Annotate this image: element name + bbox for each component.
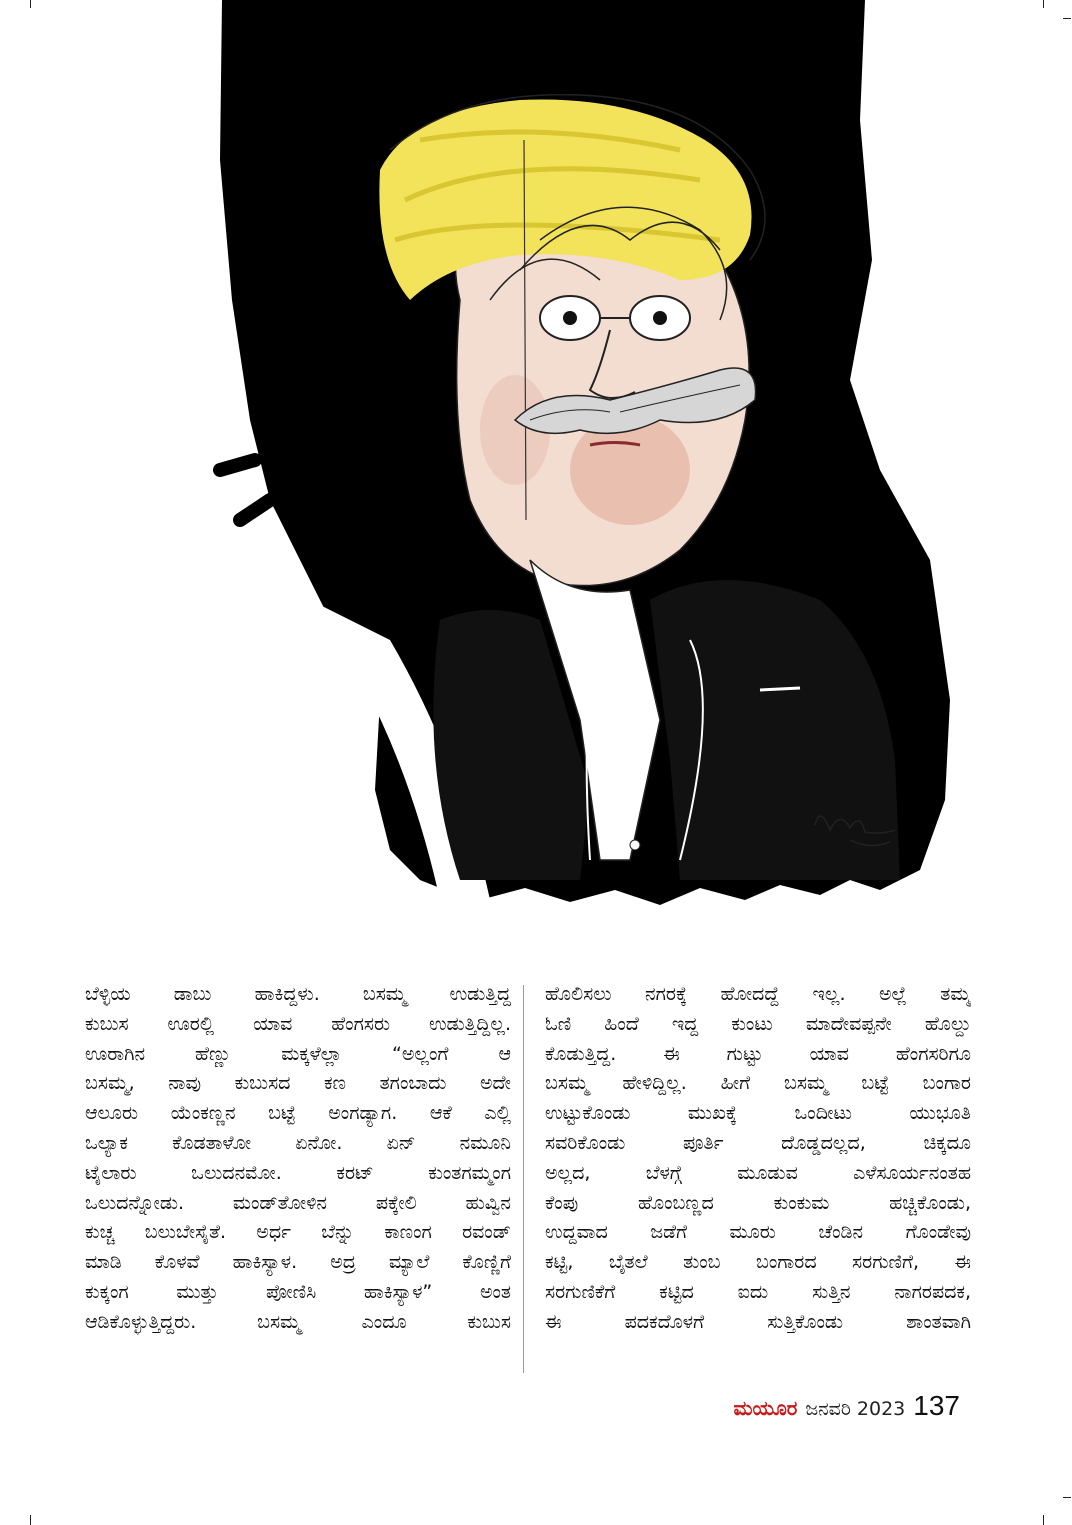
text-line: ಈ ಪದಕದೊಳಗೆ ಸುತ್ತಿಕೊಂಡು ಶಾಂತವಾಗಿ bbox=[545, 1310, 971, 1333]
crop-mark-right-lower bbox=[1063, 1497, 1071, 1498]
text-line: ಉಟ್ಟುಕೊಂಡು ಮುಖಕ್ಕೆ ಒಂದೀಟು ಯುಭೂತಿ bbox=[545, 1102, 971, 1125]
text-line: ಉದ್ದವಾದ ಜಡೆಗೆ ಮೂರು ಚೆಂಡಿನ ಗೊಂಡೇವು bbox=[545, 1221, 971, 1244]
text-line: ಕೊಡುತ್ತಿದ್ದ. ಈ ಗುಟ್ಟು ಯಾವ ಹೆಂಗಸರಿಗೂ bbox=[545, 1042, 971, 1065]
text-line: ಊರಾಗಿನ ಹೆಣ್ಣು ಮಕ್ಕಳೆಲ್ಲಾ “ಅಲ್ಲಂಗೆ ಆ bbox=[85, 1042, 511, 1065]
text-line: ಕುಚ್ಚ ಬಲುಬೇಸೈತೆ. ಅರ್ಧ ಬೆನ್ನು ಕಾಣಂಗ ರವಂಡ್ bbox=[85, 1221, 511, 1244]
text-line: ಕುಬುಸ ಊರಲ್ಲಿ ಯಾವ ಹೆಂಗಸರು ಉಡುತ್ತಿದ್ದಿಲ್ಲ. bbox=[85, 1012, 511, 1035]
text-line: ಓಣಿ ಹಿಂದೆ ಇದ್ದ ಕುಂಟು ಮಾದೇವಪ್ಪನೇ ಹೊಲ್ದು bbox=[545, 1012, 971, 1035]
text-line: ಆಲೂರು ಯೆಂಕಣ್ಣನ ಬಟ್ಟೆ ಅಂಗಡ್ಯಾಗ. ಆಕೆ ಎಲ್ಲಿ bbox=[85, 1102, 511, 1125]
text-line: ಕಟ್ಟಿ, ಬೈತಲೆ ತುಂಬ ಬಂಗಾರದ ಸರಗುಣಿಗೆ, ಈ bbox=[545, 1251, 971, 1274]
crop-mark-right-upper bbox=[1063, 18, 1071, 19]
crop-mark-top-left bbox=[30, 0, 31, 8]
page-number: 137 bbox=[913, 1390, 960, 1421]
page-footer bbox=[734, 1390, 960, 1422]
article-column-right bbox=[545, 980, 971, 1338]
text-line: ಟೈಲಾರು ಒಲುದನಮೋ. ಕರಟ್ ಕುಂತಗಮ್ಮಂಗ bbox=[85, 1161, 511, 1184]
text-line: ಕೆಂಪು ಹೊಂಬಣ್ಣದ ಕುಂಕುಮ ಹಚ್ಚಿಕೊಂಡು, bbox=[545, 1191, 971, 1214]
text-line: ಆಡಿಕೊಳ್ಳುತ್ತಿದ್ದರು. ಬಸಮ್ಮ ಎಂದೂ ಕುಬುಸ bbox=[85, 1310, 511, 1333]
text-line: ಸವರಿಕೊಂಡು ಪೂರ್ತಿ ದೊಡ್ಡದಲ್ಲದ, ಚಿಕ್ಕದೂ bbox=[545, 1131, 971, 1154]
text-line: ಬಸಮ್ಮ, ನಾವು ಕುಬುಸದ ಕಣ ತಗಂಬಾದು ಅದೇ bbox=[85, 1072, 511, 1095]
crop-mark-bottom-left bbox=[30, 1515, 31, 1525]
magazine-name: ಮಯೂರ bbox=[733, 1396, 798, 1420]
text-line: ಕುಕ್ಕಂಗ ಮುತ್ತು ಪೋಣಿಸಿ ಹಾಕಿಸ್ಯಾಳ” ಅಂತ bbox=[85, 1280, 511, 1303]
text-line: ಸರಗುಣಿಕೆಗೆ ಕಟ್ಟಿದ ಐದು ಸುತ್ತಿನ ನಾಗರಪದಕ, bbox=[545, 1280, 971, 1303]
text-line: ಮಾಡಿ ಕೊಳವೆ ಹಾಕಿಸ್ಯಾಳ. ಅದ್ರ ಮ್ಯಾಲೆ ಕೊಣ್ಣಿಗೆ bbox=[85, 1251, 511, 1274]
text-line: ಬಸಮ್ಮ ಹೇಳಿದ್ದಿಲ್ಲ. ಹೀಗೆ ಬಸಮ್ಮ ಬಟ್ಟೆ ಬಂಗಾರ bbox=[545, 1072, 971, 1095]
text-line: ಒಲ್ಯಾಕ ಕೊಡತಾಳೋ ಏನೋ. ಏನ್ ನಮೂನಿ bbox=[85, 1131, 511, 1154]
text-line: ಒಲುದನ್ನೋಡು. ಮಂಡ್‌ತೋಳಿನ ಪಕ್ಕೇಲಿ ಹುವ್ವಿನ bbox=[85, 1191, 511, 1214]
text-line: ಬೆಳ್ಳಿಯ ಡಾಬು ಹಾಕಿದ್ದಳು. ಬಸಮ್ಮ ಉಡುತ್ತಿದ್ದ bbox=[85, 983, 511, 1005]
crop-mark-bottom-right bbox=[1043, 1515, 1044, 1525]
portrait-illustration bbox=[160, 0, 960, 920]
column-divider bbox=[523, 985, 524, 1373]
text-line: ಅಲ್ಲದ, ಬೆಳಗ್ಗೆ ಮೂಡುವ ಎಳೆಸೂರ್ಯನಂತಹ bbox=[545, 1161, 971, 1184]
issue-date: ಜನವರಿ 2023 bbox=[805, 1398, 906, 1420]
article-column-left bbox=[85, 980, 511, 1338]
crop-mark-top-right bbox=[1043, 0, 1044, 8]
text-line: ಹೊಲಿಸಲು ನಗರಕ್ಕೆ ಹೋದದ್ದೆ ಇಲ್ಲ. ಅಲ್ಲೆ ತಮ್ಮ bbox=[545, 983, 971, 1005]
